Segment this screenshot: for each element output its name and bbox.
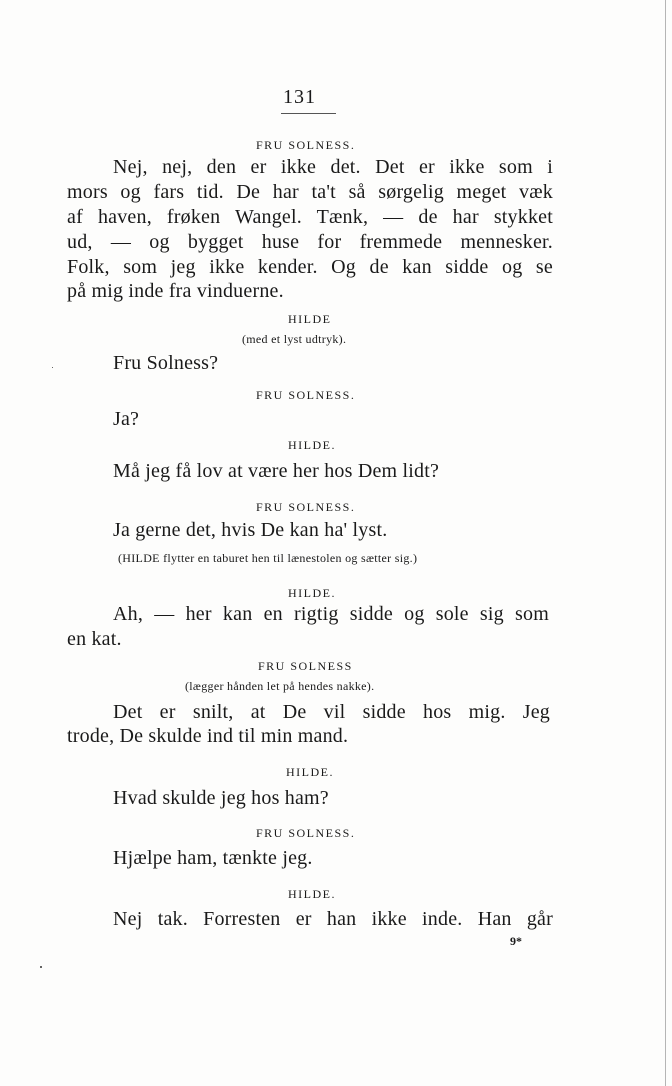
page-edge	[665, 0, 666, 1086]
speech-line: Fru Solness?	[113, 352, 219, 374]
speaker-heading: FRU SOLNESS.	[256, 138, 356, 152]
speaker-heading: FRU SOLNESS.	[256, 826, 356, 840]
speech-line: Ja gerne det, hvis De kan ha' lyst.	[113, 519, 388, 541]
speech-line: Ja?	[113, 408, 140, 430]
speech-line: Hvad skulde jeg hos ham?	[113, 787, 329, 809]
paper-speck	[52, 367, 53, 368]
speech-line: Ah, — her kan en rigtig sidde og sole sig som	[113, 603, 549, 625]
speech-line: mors og fars tid. De har ta't så sørgelig meget væk	[67, 181, 553, 203]
speech-line: ud, — og bygget huse for fremmede mennesker.	[67, 231, 553, 253]
speaker-heading: HILDE.	[288, 586, 336, 600]
stage-direction: (med et lyst udtryk).	[242, 332, 347, 346]
speech-line: Må jeg få lov at være her hos Dem lidt?	[113, 460, 440, 482]
speech-line: Folk, som jeg ikke kender. Og de kan sidde og se	[67, 256, 553, 278]
speech-line: på mig inde fra vinduerne.	[67, 280, 284, 302]
speaker-heading: HILDE.	[288, 438, 336, 452]
page-number: 131	[283, 86, 316, 108]
speech-line: Det er snilt, at De vil sidde hos mig. Jeg	[113, 701, 550, 723]
speaker-heading: HILDE	[288, 312, 332, 326]
page-number-rule	[281, 113, 336, 114]
speech-line: en kat.	[67, 628, 122, 650]
signature-mark: 9*	[510, 934, 522, 948]
speech-line: Nej, nej, den er ikke det. Det er ikke som i	[113, 156, 553, 178]
stage-direction: (HILDE flytter en taburet hen til lænestolen og sætter sig.)	[118, 551, 418, 565]
speech-line: af haven, frøken Wangel. Tænk, — de har stykket	[67, 206, 553, 228]
speech-line: Nej tak. Forresten er han ikke inde. Han går	[113, 908, 553, 930]
speaker-heading: HILDE.	[286, 765, 334, 779]
speech-line: Hjælpe ham, tænkte jeg.	[113, 847, 313, 869]
speaker-heading: HILDE.	[288, 887, 336, 901]
speech-line: trode, De skulde ind til min mand.	[67, 725, 349, 747]
speaker-heading: FRU SOLNESS.	[256, 388, 356, 402]
stage-direction: (lægger hånden let på hendes nakke).	[185, 679, 375, 693]
paper-speck	[40, 966, 42, 968]
speaker-heading: FRU SOLNESS	[258, 659, 353, 673]
speaker-heading: FRU SOLNESS.	[256, 500, 356, 514]
